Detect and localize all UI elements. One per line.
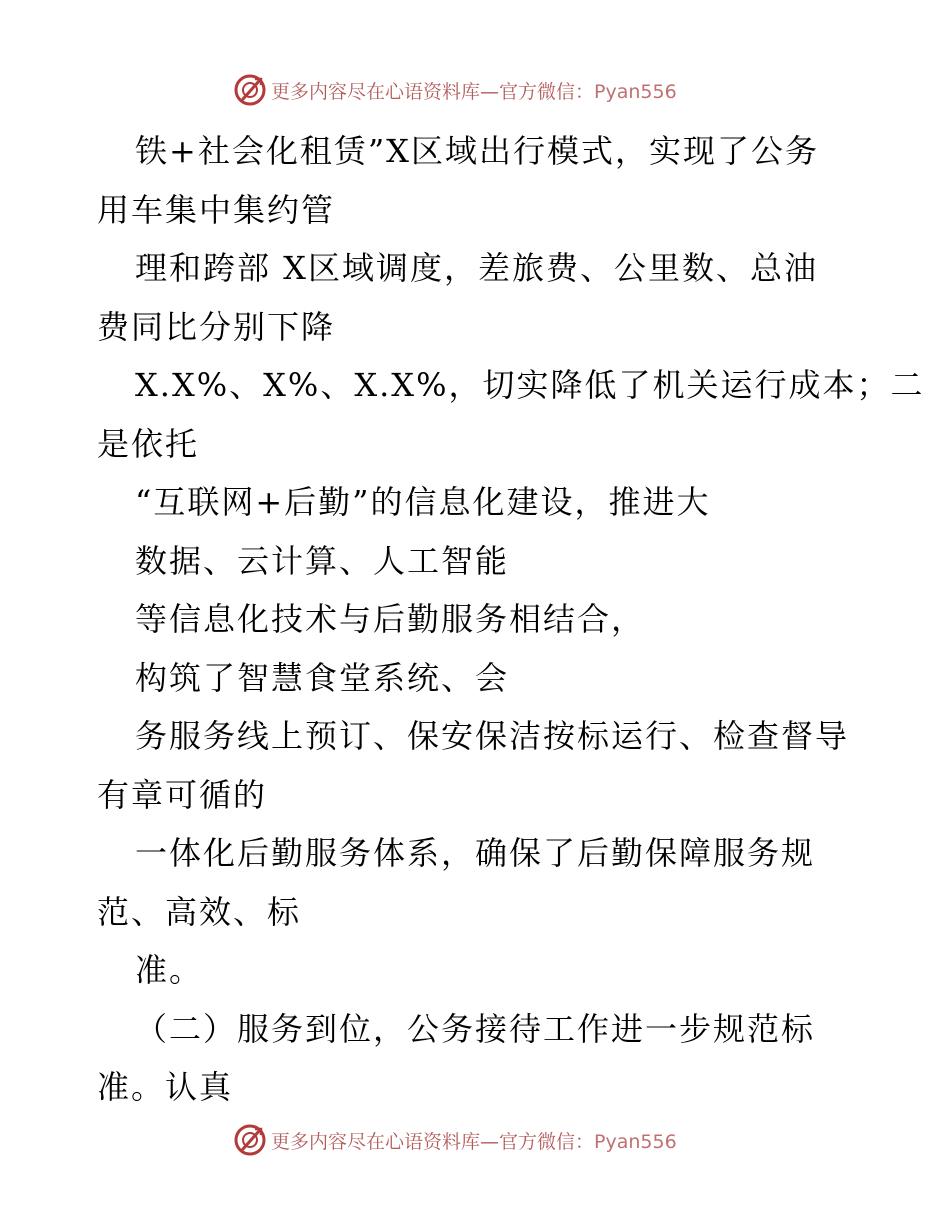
text-line: “互联网+后勤”的信息化建设，推进大: [135, 483, 711, 521]
text-line: 一体化后勤服务体系，确保了后勤保障服务规: [135, 834, 816, 872]
text-line: 范、高效、标: [97, 892, 302, 931]
text-line: 务服务线上预订、保安保洁按标运行、检查督导: [135, 717, 850, 755]
text-line: 等信息化技术与后勤服务相结合，: [135, 600, 646, 638]
text-line: 准。: [135, 951, 204, 989]
text-line: 费同比分别下降: [97, 307, 336, 346]
text-line: 数据、云计算、人工智能: [135, 541, 510, 580]
text-line: 用车集中集约管: [97, 190, 336, 229]
watermark-text: 更多内容尽在心语资料库—官方微信：: [271, 1130, 595, 1153]
header-watermark: [233, 72, 677, 108]
text-line: 铁+社会化租赁”X区域出行模式，实现了公务: [135, 132, 819, 170]
text-line: 理和跨部 X区域调度，差旅费、公里数、总油: [135, 249, 818, 287]
text-line: X.X%、X%、X.X%，切实降低了机关运行成本；二: [135, 366, 925, 404]
brand-logo-icon: [233, 1123, 267, 1157]
watermark-wechat-id: Pyan556: [594, 1130, 677, 1153]
footer-watermark: [233, 1122, 677, 1158]
brand-logo-icon: [233, 73, 267, 107]
text-line: 有章可循的: [97, 775, 268, 814]
text-line: （二）服务到位，公务接待工作进一步规范标: [135, 1009, 816, 1048]
watermark-text: 更多内容尽在心语资料库—官方微信：: [271, 80, 595, 103]
document-body: [97, 122, 925, 1117]
text-line: 准。认真: [97, 1068, 234, 1106]
watermark-wechat-id: Pyan556: [594, 80, 677, 103]
text-line: 是依托: [97, 424, 200, 463]
text-line: 构筑了智慧食堂系统、会: [135, 658, 510, 697]
